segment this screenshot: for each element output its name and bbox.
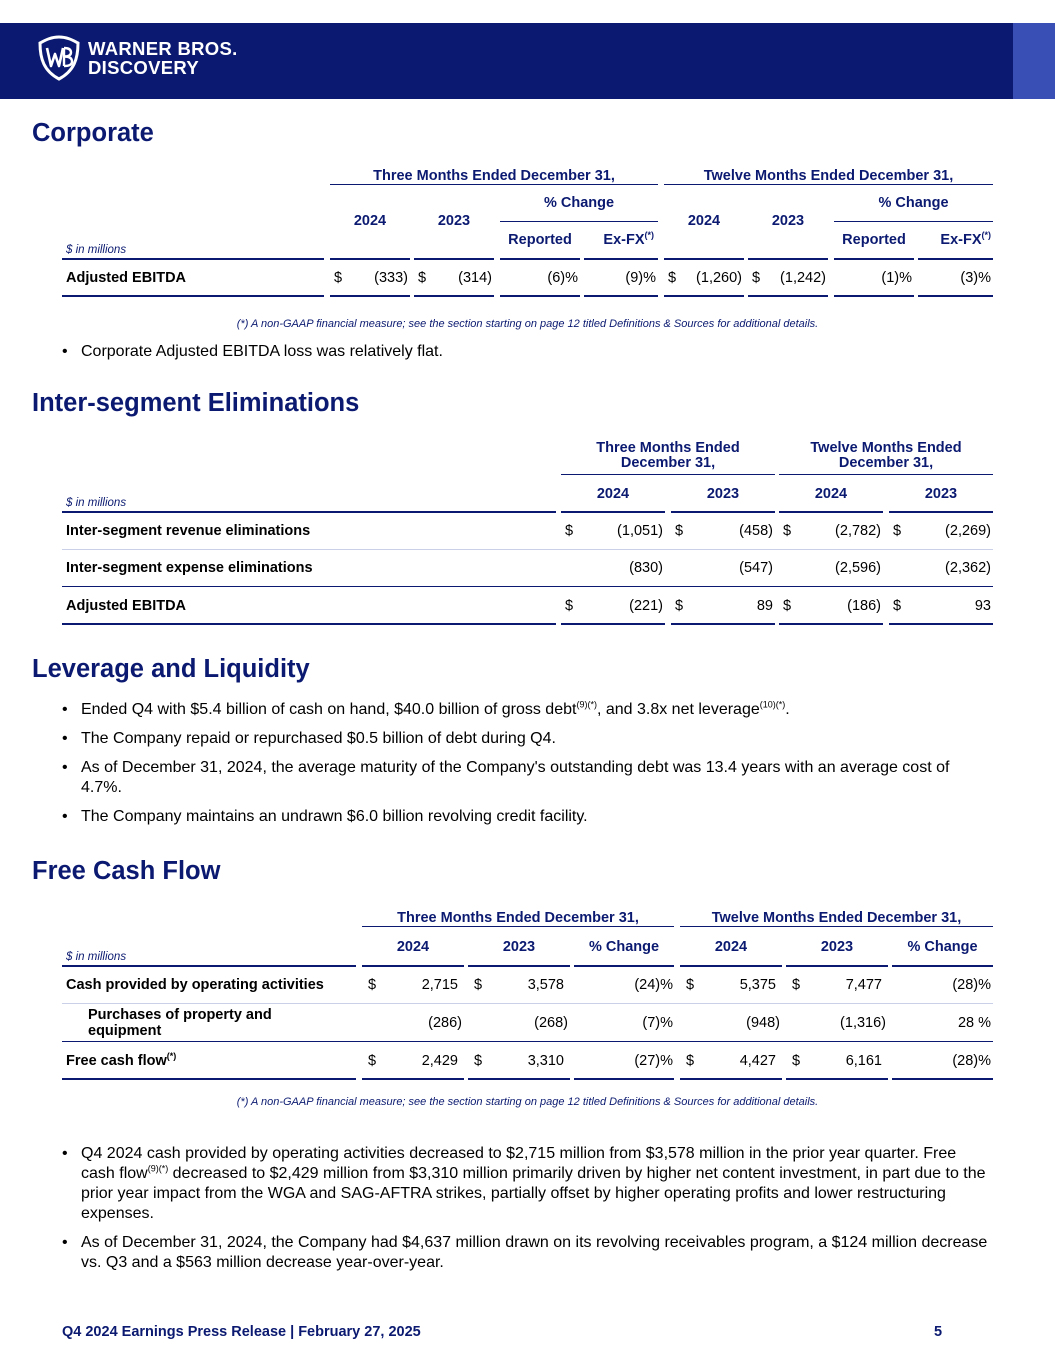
col-group-three-months: Three Months Ended December 31, <box>373 168 615 184</box>
section-title-leverage: Leverage and Liquidity <box>32 655 310 683</box>
value: (458) <box>739 523 773 539</box>
value: (186) <box>847 598 881 614</box>
value: (2,269) <box>945 523 991 539</box>
footnote-ref: (10)(*) <box>759 699 786 710</box>
currency-sign: $ <box>675 523 684 539</box>
page-number: 5 <box>934 1324 943 1340</box>
value-q2023: (314) <box>458 270 492 286</box>
rule <box>574 965 674 967</box>
currency-sign: $ <box>565 598 574 614</box>
value-y2023: (1,242) <box>780 270 826 286</box>
rule <box>584 295 658 297</box>
value: (268) <box>534 1015 568 1031</box>
exfx-label: Ex-FX <box>940 232 982 248</box>
bullet-text: . <box>785 701 790 718</box>
value-pct: (7)% <box>642 1015 673 1031</box>
col-pct-change: % Change <box>878 195 949 211</box>
section-title-fcf: Free Cash Flow <box>32 857 221 885</box>
value: 93 <box>974 598 991 614</box>
value: 4,427 <box>739 1053 776 1069</box>
col-exfx <box>918 232 991 248</box>
rule <box>834 295 914 297</box>
exfx-label: Ex-FX <box>603 232 645 248</box>
rule <box>748 258 828 260</box>
row-divider <box>62 1003 993 1004</box>
rule <box>779 623 883 625</box>
rule <box>664 258 744 260</box>
value-pct: (28)% <box>952 977 991 993</box>
rule <box>664 184 993 185</box>
footnote-non-gaap: (*) A non-GAAP financial measure; see the section starting on page 12 titled Definitions & Sources for additional details. <box>236 1096 819 1108</box>
rule <box>362 926 674 927</box>
rule <box>748 295 828 297</box>
wb-shield-icon <box>36 35 82 81</box>
col-group-line: Three Months Ended <box>596 440 740 456</box>
rule <box>889 623 993 625</box>
value: (286) <box>428 1015 462 1031</box>
footnote-ref: (9)(*) <box>147 1163 169 1174</box>
value: (547) <box>739 560 773 576</box>
rule <box>62 965 356 967</box>
company-logo <box>36 35 238 81</box>
col-2024: 2024 <box>714 939 748 955</box>
bullet-text: Ended Q4 with $5.4 billion of cash on hand, $40.0 billion of gross debt <box>81 701 577 718</box>
bullet-item: • Corporate Adjusted EBITDA loss was relatively flat. <box>62 342 992 362</box>
col-group-three-months <box>561 441 775 471</box>
col-group-twelve-months: Twelve Months Ended December 31, <box>711 910 962 926</box>
value: 2,429 <box>421 1053 458 1069</box>
rule <box>786 1078 888 1080</box>
rule <box>330 184 658 185</box>
col-group-twelve-months: Twelve Months Ended December 31, <box>703 168 954 184</box>
rule <box>889 511 993 513</box>
value: 6,161 <box>845 1053 882 1069</box>
value: (2,782) <box>835 523 881 539</box>
rule <box>680 965 782 967</box>
col-exfx <box>584 232 654 248</box>
bullet-item: • The Company repaid or repurchased $0.5 billion of debt during Q4. <box>62 729 992 749</box>
footnote-ref: (*) <box>166 1051 177 1062</box>
col-pct-change: % Change <box>588 939 660 955</box>
col-group-twelve-months <box>779 441 993 471</box>
section-title-intersegment: Inter-segment Eliminations <box>32 389 360 417</box>
rule <box>330 295 410 297</box>
row-label-text: Free cash flow <box>66 1053 167 1069</box>
value: (221) <box>629 598 663 614</box>
value: 2,715 <box>421 977 458 993</box>
currency-sign: $ <box>686 1053 695 1069</box>
currency-sign: $ <box>893 523 902 539</box>
rule <box>561 474 775 475</box>
unit-label: $ in millions <box>66 951 127 963</box>
col-pct-change: % Change <box>907 939 978 955</box>
value-y-exfx: (3)% <box>960 270 991 286</box>
value-pct: (27)% <box>634 1053 673 1069</box>
currency-sign: $ <box>893 598 902 614</box>
fcf-bullets <box>62 1144 992 1282</box>
rule <box>62 623 556 625</box>
bullet-item <box>62 1144 992 1224</box>
corporate-bullets <box>62 342 992 371</box>
currency-sign: $ <box>565 523 574 539</box>
value: (2,362) <box>945 560 991 576</box>
currency-sign: $ <box>368 977 377 993</box>
rule <box>500 295 580 297</box>
bullet-text: Q4 2024 cash provided by operating activities decreased to $2,715 million from $3,578 million in the prior year quarter. Free cash flow <box>81 1145 957 1182</box>
rule <box>680 926 993 927</box>
col-2024: 2024 <box>596 486 630 502</box>
leverage-bullets <box>62 700 992 836</box>
rule <box>671 511 775 513</box>
rule <box>62 258 324 260</box>
value-y2024: (1,260) <box>696 270 742 286</box>
rule <box>834 221 993 222</box>
rule <box>834 258 914 260</box>
value: (1,316) <box>840 1015 886 1031</box>
currency-sign: $ <box>334 270 343 286</box>
rule <box>671 623 775 625</box>
rule <box>500 221 658 222</box>
exfx-footnote: (*) <box>644 230 654 241</box>
rule <box>664 295 744 297</box>
rule <box>584 258 658 260</box>
value: (830) <box>629 560 663 576</box>
footnote-ref: (9)(*) <box>576 699 597 710</box>
rule <box>892 965 993 967</box>
unit-label: $ in millions <box>66 497 127 509</box>
rule <box>892 1078 993 1080</box>
rule <box>779 474 993 475</box>
col-reported: Reported <box>508 232 572 248</box>
col-2024: 2024 <box>396 939 430 955</box>
currency-sign: $ <box>474 977 483 993</box>
rule <box>62 586 993 587</box>
row-label: Purchases of property and equipment <box>88 1007 272 1039</box>
rule <box>62 511 556 513</box>
rule <box>561 623 665 625</box>
rule <box>468 965 570 967</box>
rule <box>62 295 324 297</box>
row-divider <box>62 549 993 550</box>
logo-line-1: WARNER BROS. <box>88 38 238 59</box>
row-label: Inter-segment expense eliminations <box>66 560 313 576</box>
col-group-line: Twelve Months Ended <box>810 440 962 456</box>
rule <box>362 965 464 967</box>
col-2024: 2024 <box>814 486 848 502</box>
footnote-non-gaap: (*) A non-GAAP financial measure; see the section starting on page 12 titled Definitions & Sources for additional details. <box>236 318 819 330</box>
col-2024: 2024 <box>353 213 387 229</box>
value: 89 <box>756 598 773 614</box>
value: (948) <box>746 1015 780 1031</box>
value-pct: (24)% <box>634 977 673 993</box>
col-reported: Reported <box>842 232 906 248</box>
currency-sign: $ <box>752 270 761 286</box>
value: 3,578 <box>527 977 564 993</box>
rule <box>779 511 883 513</box>
value-pct: (28)% <box>952 1053 991 1069</box>
bullet-item: • As of December 31, 2024, the average maturity of the Company's outstanding debt was 13.4 years with an average cost of 4.7%. <box>62 758 992 798</box>
bullet-text: decreased to $2,429 million from $3,310 million primarily driven by higher net content investment, in part due to the prior year impact from the WGA and SAG-AFTRA strikes, partially offset by higher operating profits and lower restructuring expenses. <box>81 1165 986 1222</box>
currency-sign: $ <box>418 270 427 286</box>
rule <box>786 965 888 967</box>
bullet-item: • The Company maintains an undrawn $6.0 billion revolving credit facility. <box>62 807 992 827</box>
row-label: Inter-segment revenue eliminations <box>66 523 311 539</box>
rule <box>414 258 494 260</box>
row-label <box>66 1053 176 1069</box>
currency-sign: $ <box>783 523 792 539</box>
value: 5,375 <box>739 977 776 993</box>
footer-release-info: Q4 2024 Earnings Press Release | February 27, 2025 <box>62 1324 421 1340</box>
value-q-reported: (6)% <box>547 270 578 286</box>
unit-label: $ in millions <box>66 244 127 256</box>
currency-sign: $ <box>368 1053 377 1069</box>
row-label: Cash provided by operating activities <box>66 977 324 993</box>
rule <box>468 1078 570 1080</box>
col-group-line: December 31, <box>620 455 716 471</box>
value-q-exfx: (9)% <box>625 270 656 286</box>
rule <box>62 1078 356 1080</box>
currency-sign: $ <box>792 977 801 993</box>
col-group-three-months: Three Months Ended December 31, <box>397 910 639 926</box>
value: 3,310 <box>527 1053 564 1069</box>
currency-sign: $ <box>675 598 684 614</box>
col-2023: 2023 <box>706 486 740 502</box>
value-pct: 28 % <box>957 1015 991 1031</box>
rule <box>680 1078 782 1080</box>
col-pct-change: % Change <box>543 195 615 211</box>
section-title-corporate: Corporate <box>32 119 154 147</box>
value: (1,051) <box>617 523 663 539</box>
col-2023: 2023 <box>437 213 471 229</box>
value-y-reported: (1)% <box>881 270 912 286</box>
rule <box>330 258 410 260</box>
rule <box>62 1041 993 1042</box>
logo-wordmark <box>88 39 238 77</box>
exfx-footnote: (*) <box>981 230 991 241</box>
value: 7,477 <box>845 977 882 993</box>
currency-sign: $ <box>792 1053 801 1069</box>
col-2023: 2023 <box>924 486 958 502</box>
bullet-item <box>62 700 992 720</box>
row-label: Adjusted EBITDA <box>66 598 187 614</box>
rule <box>918 295 993 297</box>
bullet-item: • As of December 31, 2024, the Company had $4,637 million drawn on its revolving receivables program, a $124 million decrease vs. Q3 and a $563 million decrease year-over-year. <box>62 1233 992 1273</box>
value-q2024: (333) <box>374 270 408 286</box>
currency-sign: $ <box>474 1053 483 1069</box>
currency-sign: $ <box>783 598 792 614</box>
rule <box>500 258 580 260</box>
col-2024: 2024 <box>687 213 721 229</box>
col-2023: 2023 <box>502 939 536 955</box>
row-label: Adjusted EBITDA <box>66 270 187 286</box>
rule <box>362 1078 464 1080</box>
logo-line-2: DISCOVERY <box>88 57 199 78</box>
value: (2,596) <box>835 560 881 576</box>
rule <box>574 1078 674 1080</box>
currency-sign: $ <box>686 977 695 993</box>
header-accent <box>1013 23 1055 99</box>
col-2023: 2023 <box>820 939 854 955</box>
currency-sign: $ <box>668 270 677 286</box>
col-2023: 2023 <box>771 213 805 229</box>
rule <box>918 258 993 260</box>
rule <box>561 511 665 513</box>
rule <box>414 295 494 297</box>
bullet-text: , and 3.8x net leverage <box>596 701 760 718</box>
col-group-line: December 31, <box>838 455 934 471</box>
